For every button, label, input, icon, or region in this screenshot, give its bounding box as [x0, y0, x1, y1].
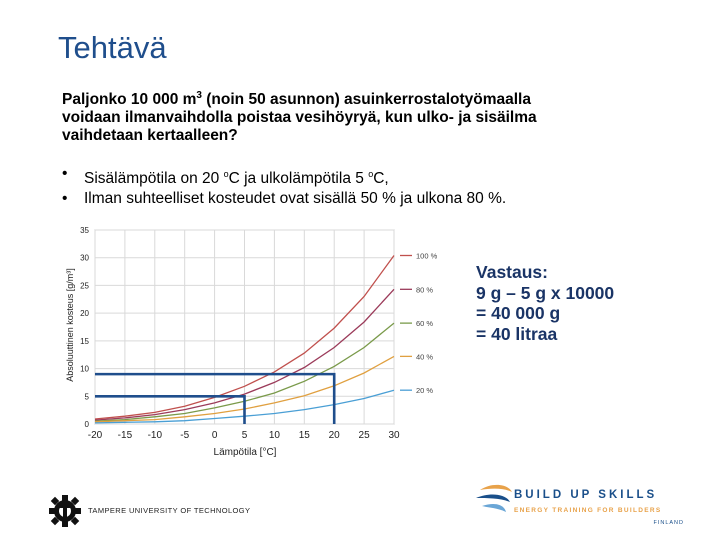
humidity-chart	[62, 222, 462, 468]
x-tick-label: 25	[358, 430, 370, 441]
y-tick-label: 15	[80, 336, 89, 346]
y-tick-label: 30	[80, 253, 89, 263]
series-label: 100 %	[416, 251, 438, 261]
question-line-1: Paljonko 10 000 $m^3$ (noin 50 asunnon) asuinkerrostalotyömaalla	[62, 90, 531, 109]
y-axis-label: Absoluuttinen kosteus [g/m³]	[65, 268, 75, 382]
x-tick-label: -15	[117, 430, 133, 441]
question-text	[62, 87, 662, 145]
series-label: 60 %	[416, 319, 434, 329]
answer-heading: Vastaus:	[476, 262, 548, 282]
y-tick-label: 20	[80, 309, 89, 319]
bus-logo-icon	[476, 485, 512, 512]
logo-line-3: FINLAND	[653, 520, 684, 526]
series-label: 40 %	[416, 352, 434, 362]
question-line-2: voidaan ilmanvaihdolla poistaa vesihöyryä, kun ulko- ja sisäilma	[62, 109, 537, 127]
x-tick-label: 15	[298, 430, 310, 441]
x-tick-label: 5	[241, 430, 248, 441]
tut-logo-icon	[48, 494, 82, 528]
answer-litres: = 40 litraa	[476, 323, 558, 344]
slide-title: Tehtävä	[58, 30, 167, 65]
x-tick-label: 0	[211, 430, 218, 441]
answer-block	[476, 262, 614, 344]
logo-line-1: BUILD UP SKILLS	[514, 489, 658, 501]
question-line-3: vaihdetaan kertaalleen?	[62, 127, 238, 145]
build-up-skills-logo	[474, 480, 694, 530]
chart-grid	[95, 230, 394, 424]
x-tick-label: 10	[268, 430, 280, 441]
bullet-list	[62, 164, 682, 209]
y-tick-label: 0	[84, 420, 89, 429]
answer-calculation: 9 g – 5 g x 10000	[476, 282, 615, 303]
x-tick-label: -5	[180, 430, 190, 441]
y-tick-label: 5	[84, 392, 89, 402]
y-tick-label: 25	[80, 281, 89, 291]
university-name: TAMPERE UNIVERSITY OF TECHNOLOGY	[88, 506, 251, 515]
bullet-item-temperatures: • Sisälämpötila on 20 $^o$C ja ulkolämpötila 5 $^o$C,	[62, 164, 682, 189]
logo-line-2: ENERGY TRAINING FOR BUILDERS	[514, 507, 662, 514]
x-axis-label: Lämpötila [°C]	[213, 447, 277, 458]
y-tick-label: 10	[80, 364, 89, 374]
x-tick-label: -10	[147, 430, 163, 441]
x-tick-label: -20	[87, 430, 103, 441]
x-tick-label: 30	[388, 430, 400, 441]
series-label: 20 %	[416, 386, 434, 396]
chart-series-labels	[400, 251, 438, 395]
bullet-item-humidity: • Ilman suhteelliset kosteudet ovat sisällä 50 % ja ulkona 80 %.	[62, 189, 682, 209]
y-tick-label: 35	[80, 226, 89, 235]
x-tick-label: 20	[328, 430, 340, 441]
answer-grams: = 40 000 g	[476, 303, 561, 323]
series-label: 80 %	[416, 285, 434, 295]
